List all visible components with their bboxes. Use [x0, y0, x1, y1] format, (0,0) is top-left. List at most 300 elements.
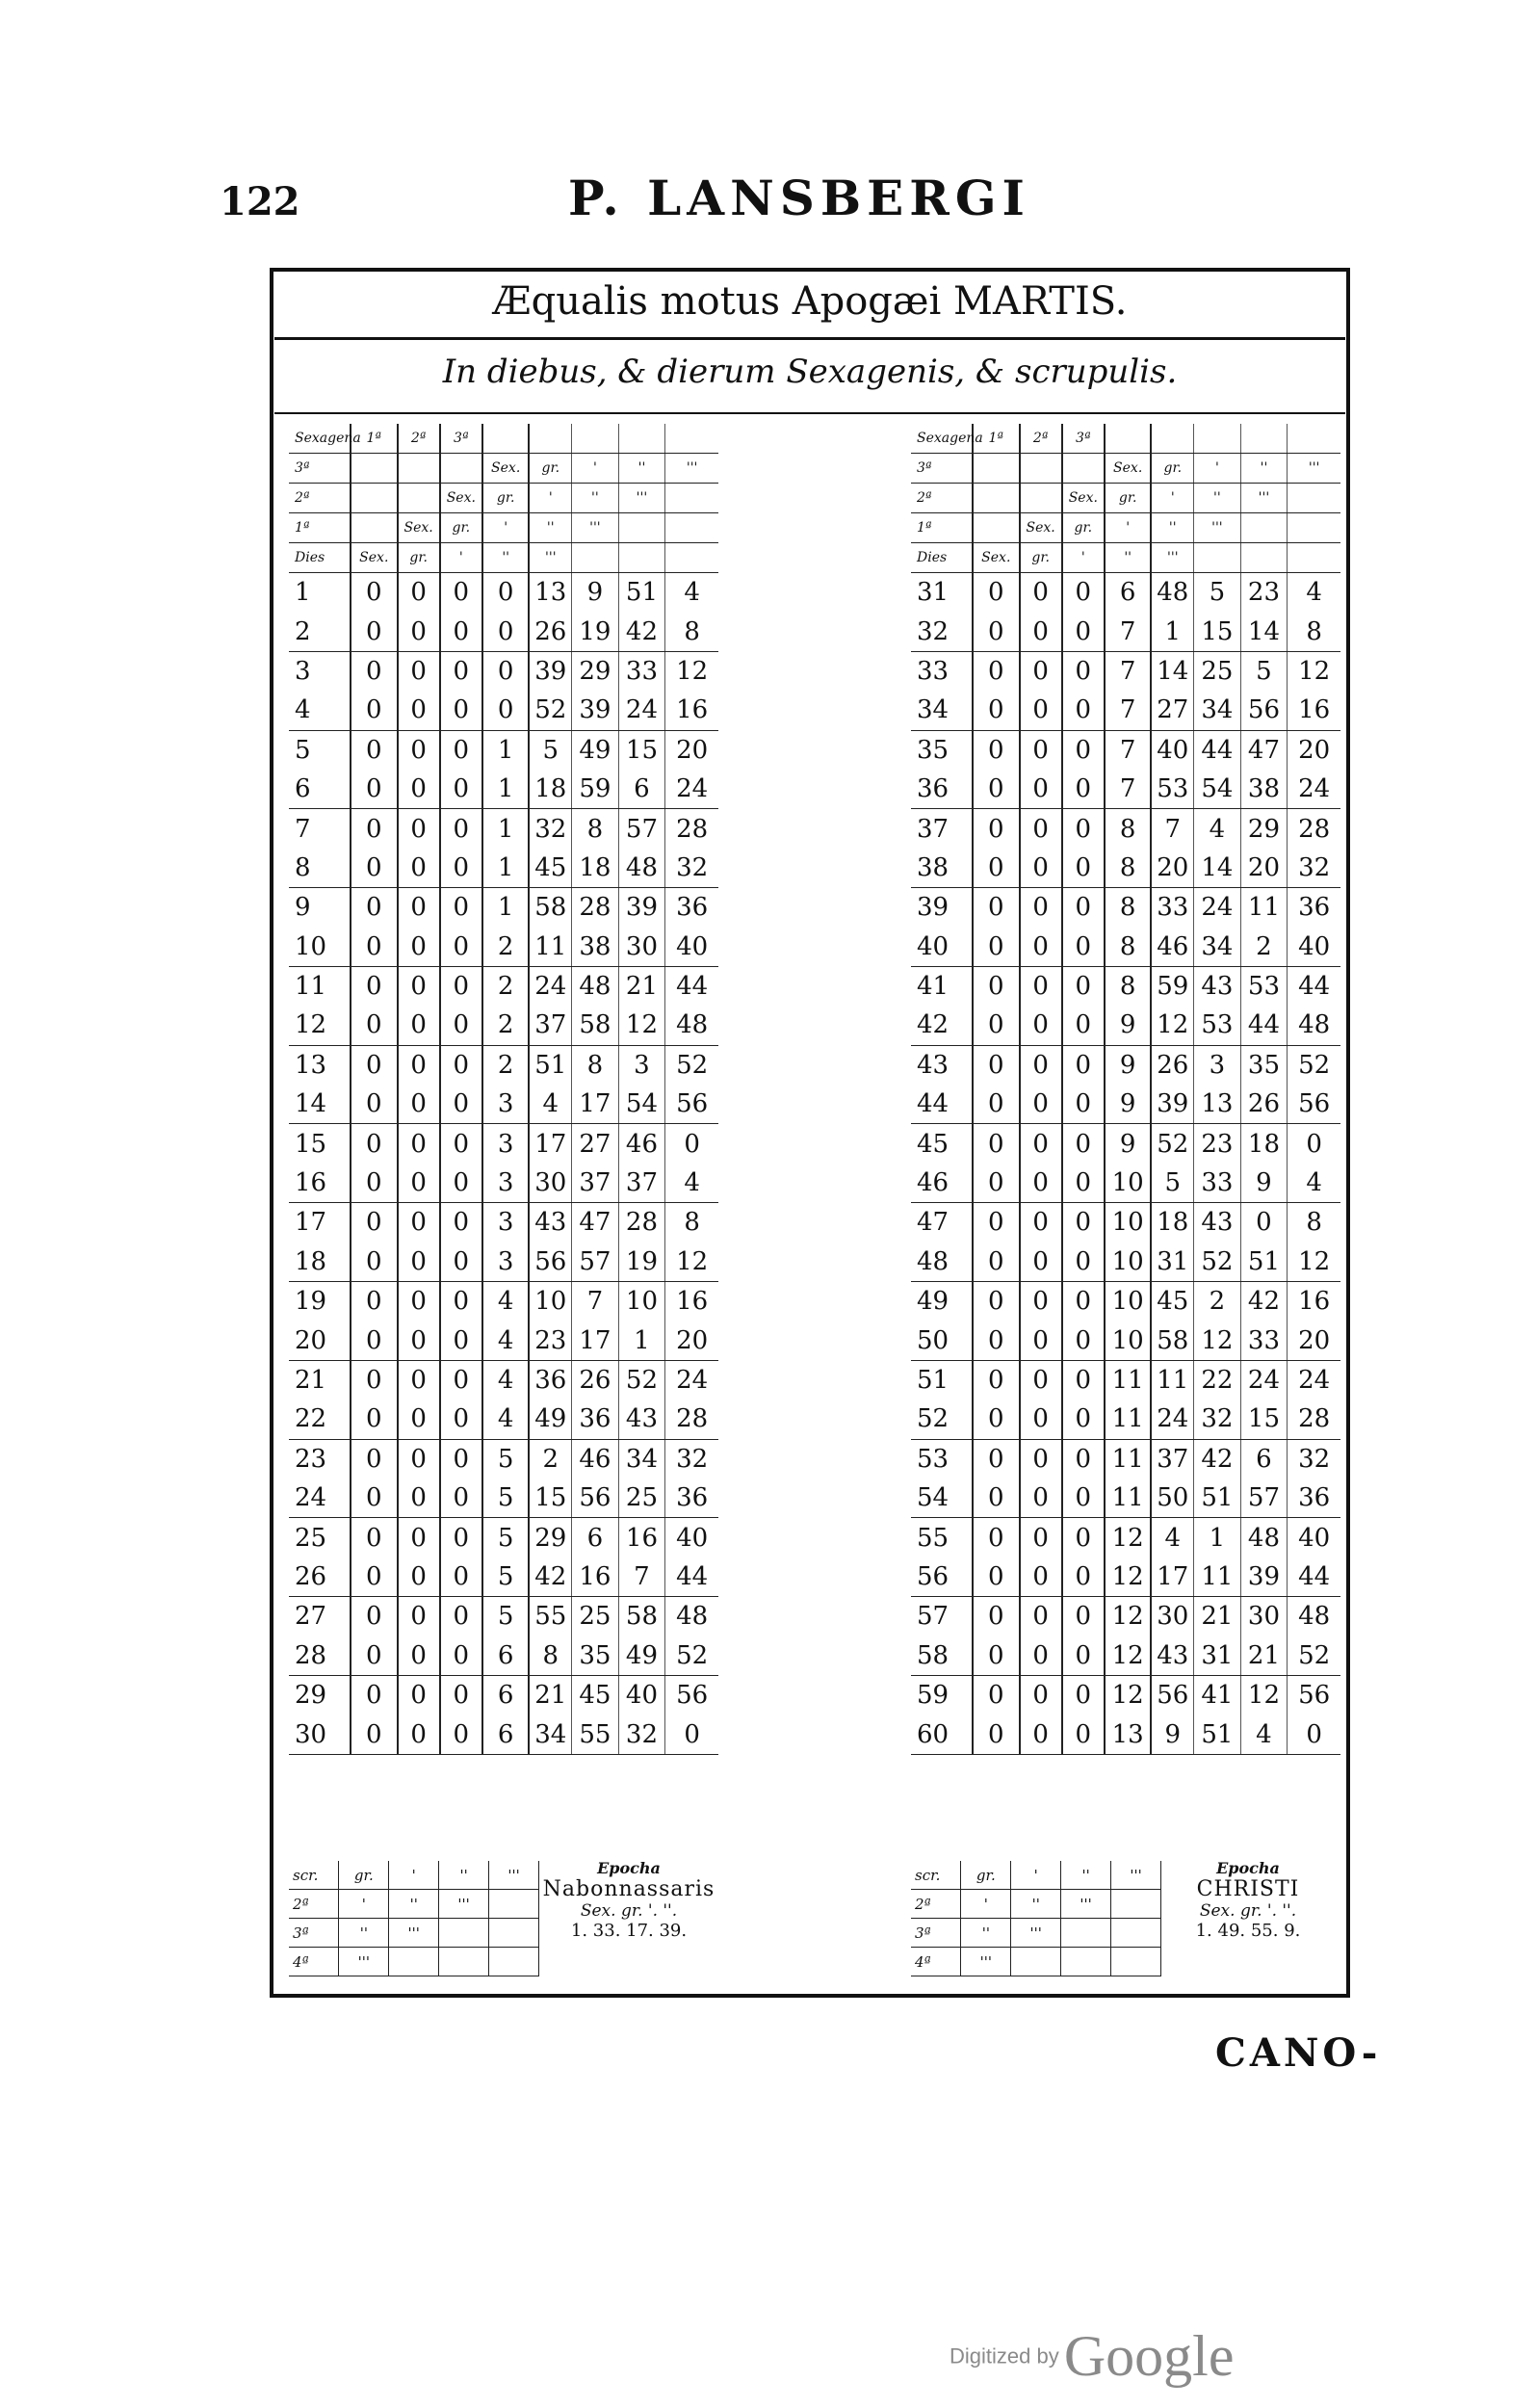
value-cell: 0: [973, 928, 1020, 967]
value-cell: 8: [684, 1208, 700, 1238]
value-cell: 56: [1298, 1681, 1331, 1711]
title-divider: [274, 337, 1345, 340]
day-cell: 47: [911, 1203, 973, 1243]
day-cell: 42: [911, 1006, 973, 1045]
value-cell: 0: [398, 1636, 440, 1676]
footer-cell: '': [389, 1890, 439, 1919]
value-cell: 14: [1194, 849, 1241, 888]
table-row: [289, 849, 718, 888]
day-cell: 12: [289, 1006, 351, 1045]
value-cell: 0: [1020, 1282, 1062, 1322]
value-cell: 3: [482, 1203, 530, 1243]
footer-cell: scr.: [289, 1861, 339, 1890]
value-cell: 0: [1020, 1439, 1062, 1479]
value-cell: 20: [1151, 849, 1193, 888]
value-cell: 3: [482, 1164, 530, 1203]
table-row: [289, 928, 718, 967]
column-header: [1194, 424, 1241, 454]
value-cell: 11: [1105, 1400, 1152, 1439]
day-cell: 6: [289, 770, 351, 809]
day-cell: 38: [911, 849, 973, 888]
value-cell: 0: [398, 573, 440, 613]
day-cell: 1: [289, 573, 351, 613]
value-cell: 0: [351, 1243, 398, 1282]
day-cell: 20: [289, 1321, 351, 1360]
value-cell: 51: [529, 1045, 571, 1085]
value-cell: 0: [351, 612, 398, 651]
epoch-label: Epocha: [597, 1859, 661, 1877]
footer-cell: ': [961, 1890, 1011, 1919]
value-cell: 36: [529, 1360, 571, 1400]
value-cell: 1: [618, 1321, 665, 1360]
value-cell: 0: [398, 1479, 440, 1518]
left-motion-table: [289, 424, 718, 1755]
column-header: [973, 454, 1020, 484]
value-cell: 54: [1194, 770, 1241, 809]
value-cell: 0: [440, 730, 482, 770]
value-cell: 4: [482, 1360, 530, 1400]
value-cell: 0: [440, 1321, 482, 1360]
footer-cell: ''': [1061, 1890, 1111, 1919]
value-cell: 0: [351, 1045, 398, 1085]
value-cell: 9: [1105, 1085, 1152, 1124]
value-cell: 0: [351, 1675, 398, 1714]
value-cell: 48: [618, 849, 665, 888]
day-cell: 22: [289, 1400, 351, 1439]
value-cell: 12: [1288, 1243, 1340, 1282]
day-cell: 27: [289, 1597, 351, 1636]
value-cell: 0: [1062, 1282, 1105, 1322]
footer-cell: gr.: [961, 1861, 1011, 1890]
value-cell: 1: [482, 849, 530, 888]
day-cell: 40: [911, 928, 973, 967]
value-cell: 0: [1020, 1675, 1062, 1714]
value-cell: 37: [1151, 1439, 1193, 1479]
day-cell: 36: [911, 770, 973, 809]
value-cell: 5: [482, 1439, 530, 1479]
column-header: '': [572, 484, 619, 513]
value-cell: 25: [1194, 651, 1241, 691]
value-cell: 24: [618, 691, 665, 730]
value-cell: 48: [665, 1006, 718, 1045]
value-cell: 33: [1240, 1321, 1288, 1360]
column-header: [351, 484, 398, 513]
footer-cell: '': [1061, 1861, 1111, 1890]
footer-cell: [1061, 1919, 1111, 1948]
column-header: [618, 424, 665, 454]
column-header: [973, 484, 1020, 513]
value-cell: 40: [665, 928, 718, 967]
value-cell: 5: [482, 1557, 530, 1597]
table-row: [289, 1203, 718, 1243]
value-cell: 57: [618, 809, 665, 849]
value-cell: 43: [1151, 1636, 1193, 1676]
value-cell: 7: [1105, 770, 1152, 809]
column-header: '': [529, 513, 571, 543]
footer-row: [911, 1890, 1161, 1919]
value-cell: 0: [398, 1597, 440, 1636]
value-cell: 0: [973, 1714, 1020, 1754]
value-cell: 52: [676, 1050, 709, 1080]
column-header: 1ª: [289, 513, 351, 543]
day-cell: 39: [911, 888, 973, 928]
value-cell: 0: [440, 928, 482, 967]
value-cell: 25: [618, 1479, 665, 1518]
column-header: [1020, 484, 1062, 513]
value-cell: 0: [398, 1124, 440, 1164]
day-cell: 35: [911, 730, 973, 770]
day-cell: 34: [911, 691, 973, 730]
value-cell: 30: [1151, 1597, 1193, 1636]
value-cell: 38: [572, 928, 619, 967]
footer-cell: 3ª: [289, 1919, 339, 1948]
value-cell: 0: [1020, 770, 1062, 809]
table-row: [911, 1085, 1340, 1124]
table-row: [289, 1360, 718, 1400]
footer-cell: [489, 1948, 539, 1976]
epoch-nabonassar: [528, 1859, 730, 1941]
value-cell: 0: [440, 1518, 482, 1557]
value-cell: 0: [398, 1085, 440, 1124]
value-cell: 36: [1298, 893, 1331, 923]
value-cell: 0: [1020, 1636, 1062, 1676]
value-cell: 10: [1105, 1164, 1152, 1203]
value-cell: 0: [1062, 1321, 1105, 1360]
value-cell: 8: [1105, 849, 1152, 888]
column-header: ': [1151, 484, 1193, 513]
value-cell: 0: [398, 1243, 440, 1282]
table-row: [911, 1439, 1340, 1479]
value-cell: 0: [440, 1164, 482, 1203]
column-header: Dies: [911, 543, 973, 573]
value-cell: 8: [572, 809, 619, 849]
value-cell: 18: [529, 770, 571, 809]
day-cell: 3: [289, 651, 351, 691]
day-cell: 56: [911, 1557, 973, 1597]
value-cell: 33: [1151, 888, 1193, 928]
column-header: [1020, 454, 1062, 484]
value-cell: 0: [1062, 1518, 1105, 1557]
column-header: ': [1105, 513, 1152, 543]
value-cell: 0: [1062, 809, 1105, 849]
column-header: 3ª: [911, 454, 973, 484]
value-cell: 12: [1105, 1636, 1152, 1676]
value-cell: 0: [398, 928, 440, 967]
value-cell: 0: [398, 691, 440, 730]
footer-cell: 4ª: [911, 1948, 961, 1976]
value-cell: 43: [618, 1400, 665, 1439]
value-cell: 3: [482, 1243, 530, 1282]
value-cell: 16: [676, 1287, 709, 1317]
value-cell: 23: [529, 1321, 571, 1360]
value-cell: 1: [482, 730, 530, 770]
header-row: [911, 543, 1340, 573]
value-cell: 17: [529, 1124, 571, 1164]
value-cell: 3: [482, 1124, 530, 1164]
column-header: gr.: [398, 543, 440, 573]
value-cell: 0: [973, 770, 1020, 809]
value-cell: 37: [529, 1006, 571, 1045]
value-cell: 7: [1105, 651, 1152, 691]
value-cell: 0: [351, 1439, 398, 1479]
table-row: [289, 1518, 718, 1557]
value-cell: 0: [351, 573, 398, 613]
value-cell: 0: [1020, 1518, 1062, 1557]
epoch-christi: [1152, 1859, 1344, 1941]
value-cell: 0: [398, 1360, 440, 1400]
epoch-name: CHRISTI: [1196, 1877, 1300, 1901]
column-header: Sexagena: [289, 424, 351, 454]
table-row: [911, 1636, 1340, 1676]
value-cell: 0: [440, 1714, 482, 1754]
epoch-values: 1. 49. 55. 9.: [1195, 1921, 1301, 1941]
value-cell: 0: [482, 612, 530, 651]
column-header: Sex.: [1020, 513, 1062, 543]
value-cell: 0: [440, 1243, 482, 1282]
value-cell: 26: [529, 612, 571, 651]
column-header: [1194, 543, 1241, 573]
value-cell: 19: [572, 612, 619, 651]
column-header: [1062, 454, 1105, 484]
value-cell: 0: [1020, 809, 1062, 849]
value-cell: 22: [1194, 1360, 1241, 1400]
value-cell: 52: [1288, 1636, 1340, 1676]
day-cell: 53: [911, 1439, 973, 1479]
value-cell: 42: [618, 612, 665, 651]
column-header: gr.: [1062, 513, 1105, 543]
column-header: Sex.: [351, 543, 398, 573]
value-cell: 0: [1020, 1124, 1062, 1164]
value-cell: 12: [665, 1243, 718, 1282]
value-cell: 40: [1298, 1523, 1331, 1553]
value-cell: 47: [1240, 730, 1288, 770]
value-cell: 40: [1288, 928, 1340, 967]
column-header: [618, 513, 665, 543]
value-cell: 30: [1240, 1597, 1288, 1636]
value-cell: 7: [1105, 730, 1152, 770]
value-cell: 46: [572, 1439, 619, 1479]
value-cell: 29: [1240, 809, 1288, 849]
column-header: [572, 424, 619, 454]
column-header: Sex.: [482, 454, 530, 484]
value-cell: 57: [572, 1243, 619, 1282]
footer-row: [289, 1948, 539, 1976]
value-cell: 6: [482, 1636, 530, 1676]
table-row: [289, 1124, 718, 1164]
value-cell: 0: [398, 651, 440, 691]
value-cell: 10: [1105, 1282, 1152, 1322]
value-cell: 5: [1240, 651, 1288, 691]
value-cell: 4: [1151, 1518, 1193, 1557]
value-cell: 52: [618, 1360, 665, 1400]
value-cell: 0: [1062, 1479, 1105, 1518]
day-cell: 16: [289, 1164, 351, 1203]
value-cell: 32: [1298, 1444, 1331, 1474]
column-header: [1151, 424, 1193, 454]
day-cell: 19: [289, 1282, 351, 1322]
day-cell: 10: [289, 928, 351, 967]
value-cell: 28: [665, 1400, 718, 1439]
value-cell: 11: [1105, 1479, 1152, 1518]
value-cell: 0: [398, 1203, 440, 1243]
value-cell: 54: [618, 1085, 665, 1124]
column-header: [1240, 424, 1288, 454]
value-cell: 0: [1020, 1045, 1062, 1085]
value-cell: 14: [1240, 612, 1288, 651]
value-cell: 0: [973, 1045, 1020, 1085]
value-cell: 0: [665, 1714, 718, 1754]
value-cell: 36: [676, 893, 709, 923]
value-cell: 40: [1151, 730, 1193, 770]
column-header: [529, 424, 571, 454]
value-cell: 45: [1151, 1282, 1193, 1322]
value-cell: 14: [1151, 651, 1193, 691]
value-cell: 0: [1062, 730, 1105, 770]
value-cell: 57: [1240, 1479, 1288, 1518]
header-row: [911, 424, 1340, 454]
column-header: 1ª: [911, 513, 973, 543]
value-cell: 0: [440, 1400, 482, 1439]
value-cell: 0: [440, 1085, 482, 1124]
value-cell: 37: [618, 1164, 665, 1203]
value-cell: 17: [572, 1085, 619, 1124]
value-cell: 0: [1020, 1243, 1062, 1282]
value-cell: 5: [482, 1597, 530, 1636]
value-cell: 30: [529, 1164, 571, 1203]
day-cell: 21: [289, 1360, 351, 1400]
value-cell: 28: [572, 888, 619, 928]
value-cell: 0: [398, 1557, 440, 1597]
value-cell: 36: [665, 1479, 718, 1518]
value-cell: 0: [398, 1282, 440, 1322]
value-cell: 4: [482, 1282, 530, 1322]
day-cell: 49: [911, 1282, 973, 1322]
value-cell: 48: [572, 966, 619, 1006]
value-cell: 34: [618, 1439, 665, 1479]
column-header: [665, 424, 718, 454]
table-row: [911, 1557, 1340, 1597]
value-cell: 49: [572, 730, 619, 770]
value-cell: 5: [482, 1518, 530, 1557]
table-row: [911, 1675, 1340, 1714]
value-cell: 0: [398, 730, 440, 770]
value-cell: 43: [1194, 966, 1241, 1006]
column-header: Sex.: [1062, 484, 1105, 513]
footer-row: [289, 1861, 539, 1890]
day-cell: 17: [289, 1203, 351, 1243]
table-row: [289, 1597, 718, 1636]
value-cell: 27: [572, 1124, 619, 1164]
value-cell: 0: [440, 1557, 482, 1597]
day-cell: 48: [911, 1243, 973, 1282]
value-cell: 28: [1288, 1400, 1340, 1439]
table-row: [911, 1124, 1340, 1164]
value-cell: 0: [398, 612, 440, 651]
value-cell: 0: [440, 1124, 482, 1164]
value-cell: 12: [1151, 1006, 1193, 1045]
value-cell: 53: [1194, 1006, 1241, 1045]
column-header: [618, 543, 665, 573]
value-cell: 39: [529, 651, 571, 691]
table-row: [911, 1400, 1340, 1439]
footer-cell: '': [961, 1919, 1011, 1948]
value-cell: 52: [1194, 1243, 1241, 1282]
value-cell: 20: [1298, 735, 1331, 765]
value-cell: 12: [1298, 656, 1331, 686]
day-cell: 26: [289, 1557, 351, 1597]
value-cell: 0: [1020, 849, 1062, 888]
value-cell: 4: [1306, 578, 1322, 608]
value-cell: 44: [1298, 972, 1331, 1002]
day-cell: 29: [289, 1675, 351, 1714]
value-cell: 52: [665, 1636, 718, 1676]
table-row: [289, 1045, 718, 1085]
column-header: ''': [572, 513, 619, 543]
value-cell: 7: [1105, 691, 1152, 730]
value-cell: 12: [618, 1006, 665, 1045]
table-row: [911, 1164, 1340, 1203]
column-header: ': [1194, 454, 1241, 484]
value-cell: 33: [618, 651, 665, 691]
day-cell: 28: [289, 1636, 351, 1676]
value-cell: 8: [1288, 612, 1340, 651]
value-cell: 58: [529, 888, 571, 928]
table-row: [289, 809, 718, 849]
day-cell: 55: [911, 1518, 973, 1557]
value-cell: 0: [973, 612, 1020, 651]
column-header: ''': [529, 543, 571, 573]
value-cell: 0: [1020, 1085, 1062, 1124]
value-cell: 0: [351, 966, 398, 1006]
table-row: [911, 1282, 1340, 1322]
value-cell: 0: [398, 888, 440, 928]
value-cell: 18: [572, 849, 619, 888]
value-cell: 0: [1062, 1636, 1105, 1676]
column-header: [973, 513, 1020, 543]
day-cell: 2: [289, 612, 351, 651]
value-cell: 45: [572, 1675, 619, 1714]
day-cell: 24: [289, 1479, 351, 1518]
table-row: [911, 1360, 1340, 1400]
day-cell: 15: [289, 1124, 351, 1164]
value-cell: 8: [1105, 888, 1152, 928]
table-row: [911, 1243, 1340, 1282]
value-cell: 0: [440, 1360, 482, 1400]
value-cell: 4: [1240, 1714, 1288, 1754]
value-cell: 1: [1194, 1518, 1241, 1557]
footer-cell: [439, 1948, 489, 1976]
footer-cell: [1011, 1948, 1061, 1976]
value-cell: 13: [1105, 1714, 1152, 1754]
value-cell: 20: [1240, 849, 1288, 888]
value-cell: 0: [973, 1557, 1020, 1597]
column-header: [1288, 513, 1340, 543]
table-row: [289, 730, 718, 770]
value-cell: 0: [351, 1714, 398, 1754]
header-row: [289, 424, 718, 454]
value-cell: 0: [440, 1045, 482, 1085]
value-cell: 0: [398, 1164, 440, 1203]
value-cell: 44: [1288, 1557, 1340, 1597]
value-cell: 49: [618, 1636, 665, 1676]
footer-cell: ''': [1111, 1861, 1161, 1890]
value-cell: 0: [1062, 1597, 1105, 1636]
column-header: [665, 513, 718, 543]
value-cell: 24: [1298, 1366, 1331, 1395]
value-cell: 28: [618, 1203, 665, 1243]
column-header: '': [1194, 484, 1241, 513]
value-cell: 0: [1020, 1006, 1062, 1045]
